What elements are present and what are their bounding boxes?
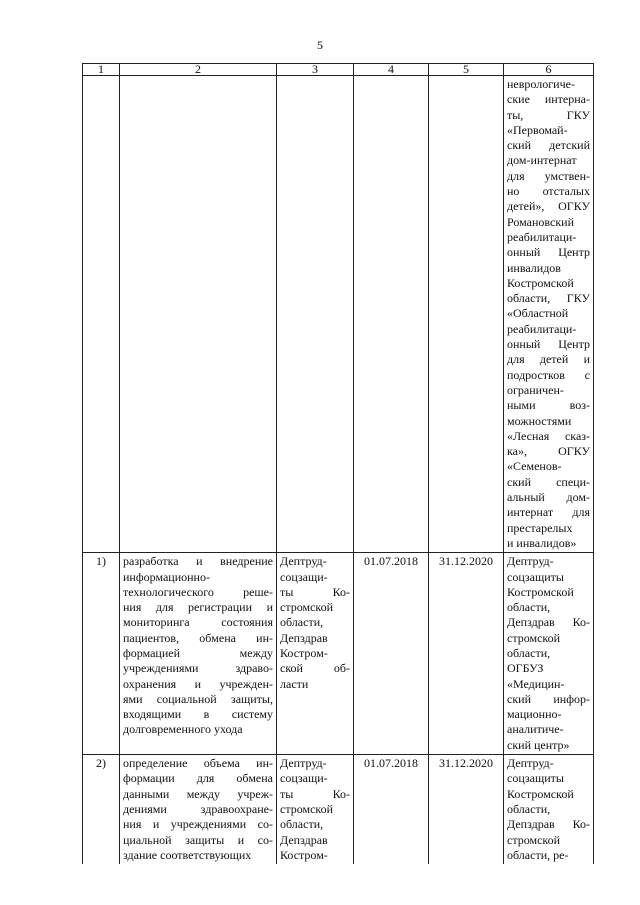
end-date [429,76,504,553]
cell-line: мониторинга состояния [123,615,273,630]
header-col-3: 3 [277,64,354,76]
cell-line: Дептруд- [507,756,554,771]
cell-line: Костром- [280,645,328,660]
table-header-row [83,64,594,76]
cell-line: аналитиче- [507,722,564,737]
cell-line: данными между учреж- [123,786,273,801]
cell-line: области, [507,645,551,660]
cell-line: ский центр» [507,737,570,752]
partners-cell [504,755,594,865]
cell-line: Депздрав [280,832,328,847]
cell-line: реабилитаци- [507,321,577,336]
cell-line: ты, ГКУ [507,107,590,122]
cell-line: области, [507,600,551,615]
cell-line: определение объема ин- [123,756,273,771]
cell-line: онный Центр [507,245,590,260]
cell-line: для детей и [507,352,590,367]
cell-line: инвалидов [507,260,561,275]
cell-line: области, ре- [507,847,569,862]
cell-line: альный дом- [507,490,590,505]
cell-line: ский детский [507,138,590,153]
cell-line: и инвалидов» [507,535,577,550]
table-row [83,76,594,553]
cell-line: «Медицин- [507,676,565,691]
executor-cell [277,76,354,553]
cell-line: Депздрав Ко- [507,817,590,832]
cell-line: охранения и учрежден- [123,676,273,691]
cell-line: «Областной [507,306,569,321]
task-cell [120,755,277,865]
cell-line: области, [507,801,551,816]
start-date: 01.07.2018 [354,755,429,865]
cell-line: ограничен- [507,382,564,397]
cell-line: для умствен- [507,168,590,183]
cell-line: циальной защиты и со- [123,832,273,847]
cell-line: формацией между [123,645,273,660]
cell-line: формации для обмена [123,771,273,786]
header-col-6: 6 [504,64,594,76]
cell-line: ты Ко- [280,584,350,599]
cell-line: долговременного ухода [123,722,243,737]
partners-cell [504,553,594,755]
row-number [83,76,120,553]
cell-line: ские интерна- [507,92,590,107]
end-date: 31.12.2020 [429,755,504,865]
cell-line: здание соответствующих [123,847,252,862]
header-col-4: 4 [354,64,429,76]
cell-line: разработка и внедрение [123,554,273,569]
cell-line: ты Ко- [280,786,350,801]
cell-line: пациентов, обмена ин- [123,630,273,645]
table-row [83,755,594,865]
cell-line: Депздрав [280,630,328,645]
cell-line: неврологиче- [507,77,575,91]
cell-line: Костромской [507,584,574,599]
start-date [354,76,429,553]
task-cell [120,76,277,553]
task-cell [120,553,277,755]
cell-line: подростков с [507,367,590,382]
cell-line: ский инфор- [507,691,590,706]
cell-line: можностями [507,413,572,428]
partners-cell [504,76,594,553]
cell-line: ка», ОГКУ [507,444,590,459]
end-date: 31.12.2020 [429,553,504,755]
cell-line: Дептруд- [280,554,327,569]
cell-line: Романовский [507,214,575,229]
executor-cell [277,755,354,865]
cell-line: ской об- [280,661,350,676]
cell-line: стромской [507,630,561,645]
cell-line: ласти [280,676,309,691]
cell-line: престарелых [507,520,573,535]
cell-line: области, ГКУ [507,291,590,306]
row-number: 1) [83,553,120,755]
start-date: 01.07.2018 [354,553,429,755]
plan-table [82,63,594,864]
cell-line: стромской [507,832,561,847]
cell-line: ский специ- [507,474,590,489]
cell-line: области, [280,817,324,832]
cell-line: «Семенов- [507,459,562,474]
cell-line: учреждениями здраво- [123,661,273,676]
header-col-1: 1 [83,64,120,76]
cell-line: ОГБУЗ [507,661,544,676]
cell-line: реабилитаци- [507,229,577,244]
cell-line: интернат для [507,505,590,520]
cell-line: соцзащи- [280,569,328,584]
cell-line: но отсталых [507,184,590,199]
cell-line: детей», ОГКУ [507,199,590,214]
cell-line: Костромской [507,275,574,290]
cell-line: онный Центр [507,337,590,352]
cell-line: соцзащиты [507,569,564,584]
row-number: 2) [83,755,120,865]
cell-line: Костромской [507,786,574,801]
cell-line: Депздрав Ко- [507,615,590,630]
cell-line: области, [280,615,324,630]
cell-line: Костром- [280,847,328,862]
cell-line: соцзащи- [280,771,328,786]
cell-line: дениями здравоохране- [123,801,273,816]
cell-line: «Первомай- [507,122,568,137]
cell-line: информационно- [123,569,210,584]
cell-line: ния для регистрации и [123,600,273,615]
cell-line: стромской [280,801,334,816]
cell-line: ными воз- [507,398,590,413]
cell-line: соцзащиты [507,771,564,786]
header-col-5: 5 [429,64,504,76]
cell-line: технологического реше- [123,584,273,599]
page-number: 5 [317,38,323,52]
cell-line: стромской [280,600,334,615]
cell-line: Дептруд- [280,756,327,771]
header-col-2: 2 [120,64,277,76]
cell-line: ями социальной защиты, [123,691,273,706]
cell-line: мационно- [507,707,562,722]
cell-line: Дептруд- [507,554,554,569]
cell-line: дом-интернат [507,153,577,168]
cell-line: «Лесная сказ- [507,428,590,443]
cell-line: входящими в систему [123,707,273,722]
cell-line: ния и учреждениями со- [123,817,273,832]
executor-cell [277,553,354,755]
table-row [83,553,594,755]
